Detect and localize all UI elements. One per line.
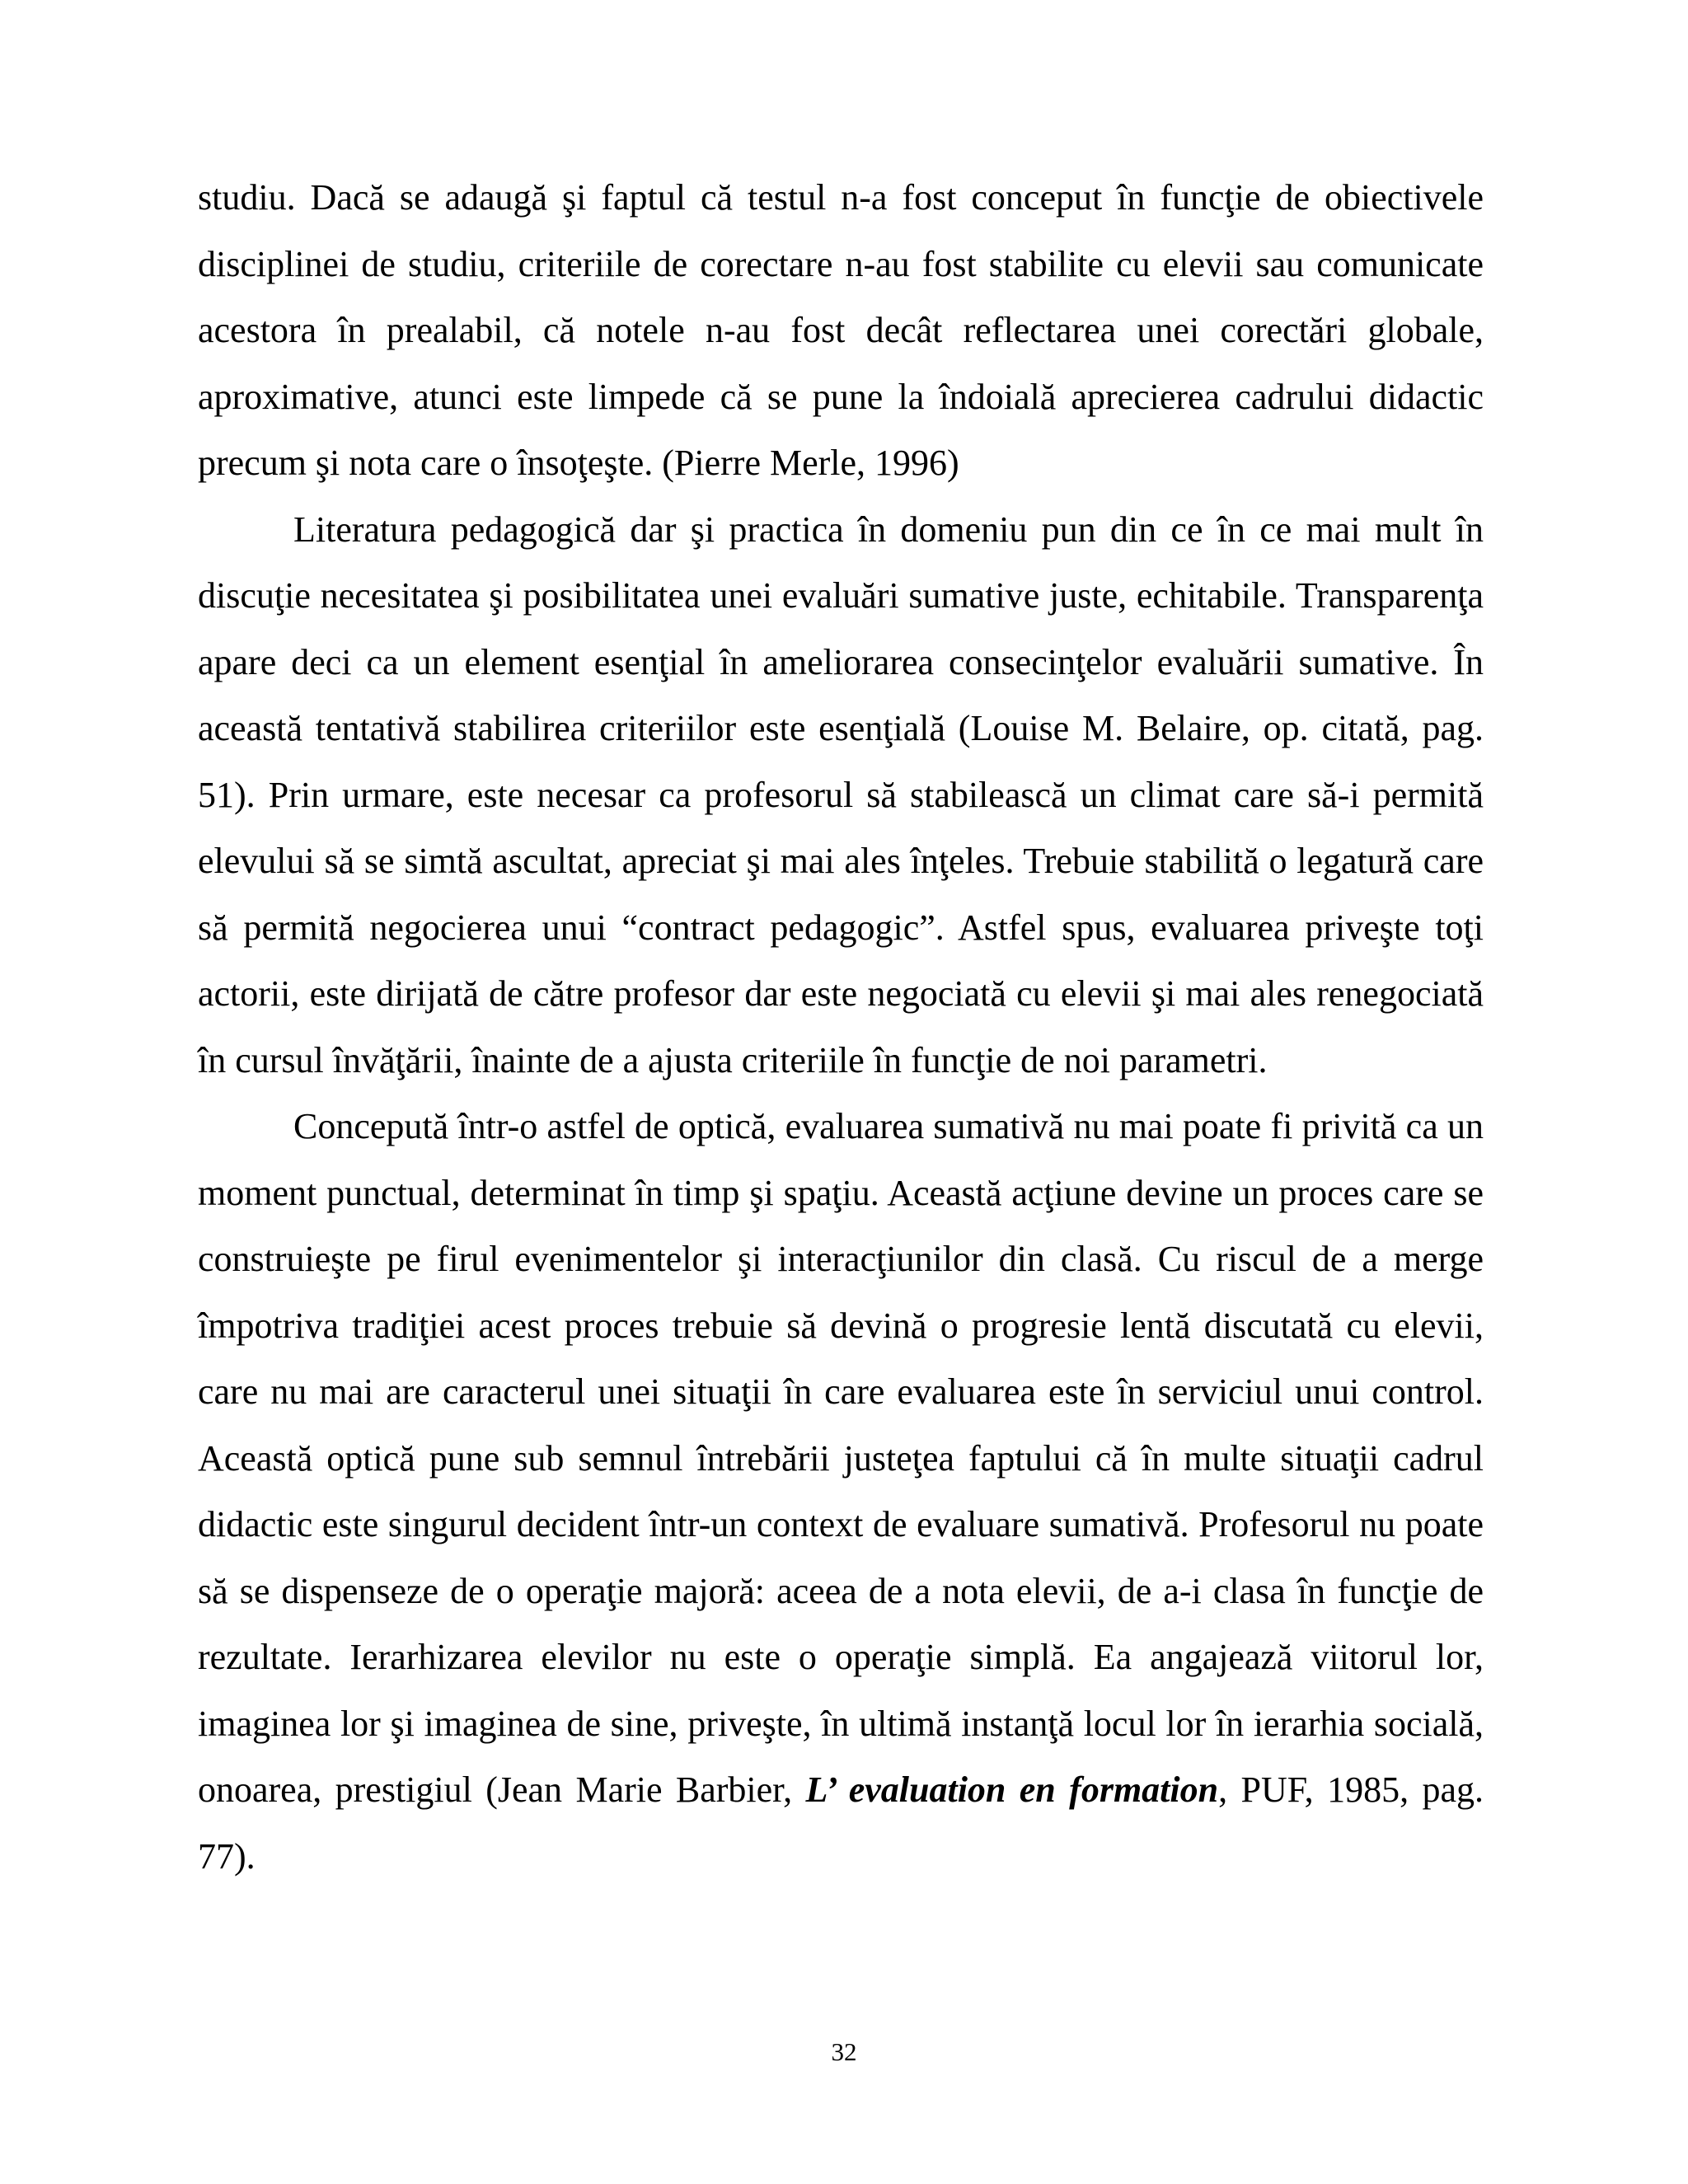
book-title: L’ evaluation en formation (805, 1769, 1219, 1810)
paragraph-3 (198, 1094, 1484, 1890)
page-number: 32 (831, 2037, 857, 2066)
paragraph-2: Literatura pedagogică dar şi practica în domeniu pun din ce în ce mai mult în discuţie necesitatea şi posibilitatea unei evaluări sumative juste, echitabile. Transparenţa apare deci ca un element esenţial în ameliorarea consecinţelor evaluării sumative. În această tentativă stabilirea criteriilor este esenţială (Louise M. Belaire, op. citată, pag. 51). Prin urmare, este necesar ca profesorul să stabilească un climat care să-i permită elevului să se simtă ascultat, apreciat şi mai ales înţeles. Trebuie stabilită o legatură care să permită negocierea unui “contract pedagogic”. Astfel spus, evaluarea priveşte toţi actorii, este dirijată de către profesor dar este negociată cu elevii şi mai ales renegociată în cursul învăţării, înainte de a ajusta criteriile în funcţie de noi parametri. (198, 509, 1484, 1080)
body-text (198, 165, 1484, 1890)
paragraph-3-text: Concepută într-o astfel de optică, evaluarea sumativă nu mai poate fi privită ca un moment punctual, determinat în timp şi spaţiu. Această acţiune devine un proces care se construieşte pe firul evenimentelor şi interacţiunilor din clasă. Cu riscul de a merge împotriva tradiţiei acest proces trebuie să devină o progresie lentă discutată cu elevii, care nu mai are caracterul unei situaţii în care evaluarea este în serviciul unui control. Această optică pune sub semnul întrebării justeţea faptului că în multe situaţii cadrul didactic este singurul decident într-un context de evaluare sumativă. Profesorul nu poate să se dispenseze de o operaţie majoră: aceea de a nota elevii, de a-i clasa în funcţie de rezultate. Ierarhizarea elevilor nu este o operaţie simplă. Ea angajează viitorul lor, imaginea lor şi imaginea de sine, priveşte, în ultimă instanţă locul lor în ierarhia socială, onoarea, prestigiul (Jean Marie Barbier, (198, 1106, 1484, 1810)
paragraph-1: studiu. Dacă se adaugă şi faptul că testul n-a fost conceput în funcţie de obiectivele disciplinei de studiu, criteriile de corectare n-au fost stabilite cu elevii sau comunicate acestora în prealabil, că notele n-au fost decât reflectarea unei corectări globale, aproximative, atunci este limpede că se pune la îndoială aprecierea cadrului didactic precum şi nota care o însoţeşte. (Pierre Merle, 1996) (198, 177, 1484, 483)
paragraph-3-tail: , PUF, 1985, pag. 77). (198, 1769, 1484, 1877)
